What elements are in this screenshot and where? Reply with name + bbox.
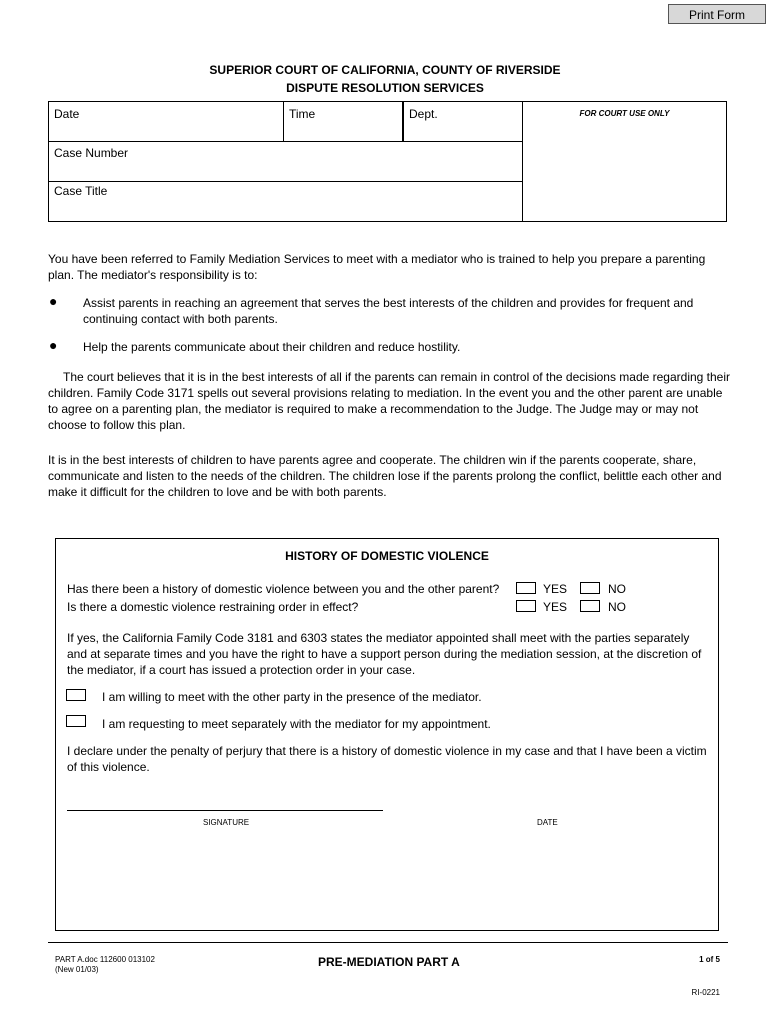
version-note: (New 01/03)	[55, 965, 99, 974]
restraining-order-question: Is there a domestic violence restraining order in effect?	[67, 600, 359, 614]
print-form-button[interactable]: Print Form	[668, 4, 766, 24]
date-label: Date	[54, 107, 80, 121]
dv-history-yes-checkbox[interactable]	[516, 582, 536, 594]
willing-to-meet-checkbox[interactable]	[66, 689, 86, 701]
court-use-label: FOR COURT USE ONLY	[579, 109, 670, 118]
court-belief-paragraph: The court believes that it is in the best interests of all if the parents can remain in control of the decisions made regarding their children. Family Code 3171 spells out several provisions relating to mediation. In the event you and the other parent are unable to agree on a parenting plan, the mediator is required to make a recommendation to the Judge. The Judge may or may not choose to follow this plan.	[48, 370, 731, 432]
case-title-label: Case Title	[54, 184, 108, 198]
bullet-item: Help the parents communicate about their children and reduce hostility.	[83, 340, 461, 354]
meet-separately-label: I am requesting to meet separately with the mediator for my appointment.	[102, 717, 491, 731]
court-name-heading: SUPERIOR COURT OF CALIFORNIA, COUNTY OF RIVERSIDE	[209, 63, 561, 77]
restraining-order-yes-checkbox[interactable]	[516, 600, 536, 612]
dept-label: Dept.	[409, 107, 438, 121]
footer-title: PRE-MEDIATION PART A	[318, 955, 460, 969]
case-title-field[interactable]	[48, 181, 523, 222]
signature-line[interactable]	[67, 810, 383, 811]
dv-history-question: Has there been a history of domestic violence between you and the other parent?	[67, 582, 500, 596]
time-label: Time	[289, 107, 316, 121]
form-id: RI-0221	[691, 988, 720, 997]
date-signature-label: DATE	[537, 818, 558, 827]
dv-history-no-checkbox[interactable]	[580, 582, 600, 594]
yes-label: YES	[543, 600, 568, 614]
case-number-label: Case Number	[54, 146, 129, 160]
bullet-icon: ●	[49, 293, 58, 309]
department-heading: DISPUTE RESOLUTION SERVICES	[286, 81, 484, 95]
family-code-info: If yes, the California Family Code 3181 and 6303 states the mediator appointed shall meet with the parties separately and at separate times and you have the right to have a support person during the mediation session, at the discretion of the mediator, if a court has issued a protection order in your case.	[67, 631, 702, 677]
no-label: NO	[608, 600, 626, 614]
intro-paragraph: You have been referred to Family Mediation Services to meet with a mediator who is trained to help you prepare a parenting plan. The mediator's responsibility is to:	[48, 252, 706, 282]
document-reference: PART A.doc 112600 013102	[55, 955, 155, 964]
declaration-text: I declare under the penalty of perjury that there is a history of domestic violence in my case and that I have been a victim of this violence.	[67, 744, 707, 774]
bullet-item: Assist parents in reaching an agreement that serves the best interests of the children and provides for frequent and continuing contact with both parents.	[83, 296, 694, 326]
dv-section-title: HISTORY OF DOMESTIC VIOLENCE	[285, 549, 489, 563]
meet-separately-checkbox[interactable]	[66, 715, 86, 727]
restraining-order-no-checkbox[interactable]	[580, 600, 600, 612]
bullet-icon: ●	[49, 337, 58, 353]
children-interest-paragraph: It is in the best interests of children to have parents agree and cooperate. The children win if the parents cooperate, share, communicate and listen to the needs of the children. The children lose if the parents prolong the conflict, belittle each other and make it difficult for the children to love and be with both parents.	[48, 453, 722, 499]
no-label: NO	[608, 582, 626, 596]
court-use-box	[522, 101, 727, 222]
footer-divider	[48, 942, 728, 943]
signature-label: SIGNATURE	[203, 818, 250, 827]
willing-to-meet-label: I am willing to meet with the other party in the presence of the mediator.	[102, 690, 482, 704]
page-number: 1 of 5	[699, 955, 720, 964]
domestic-violence-section	[55, 538, 719, 931]
yes-label: YES	[543, 582, 568, 596]
